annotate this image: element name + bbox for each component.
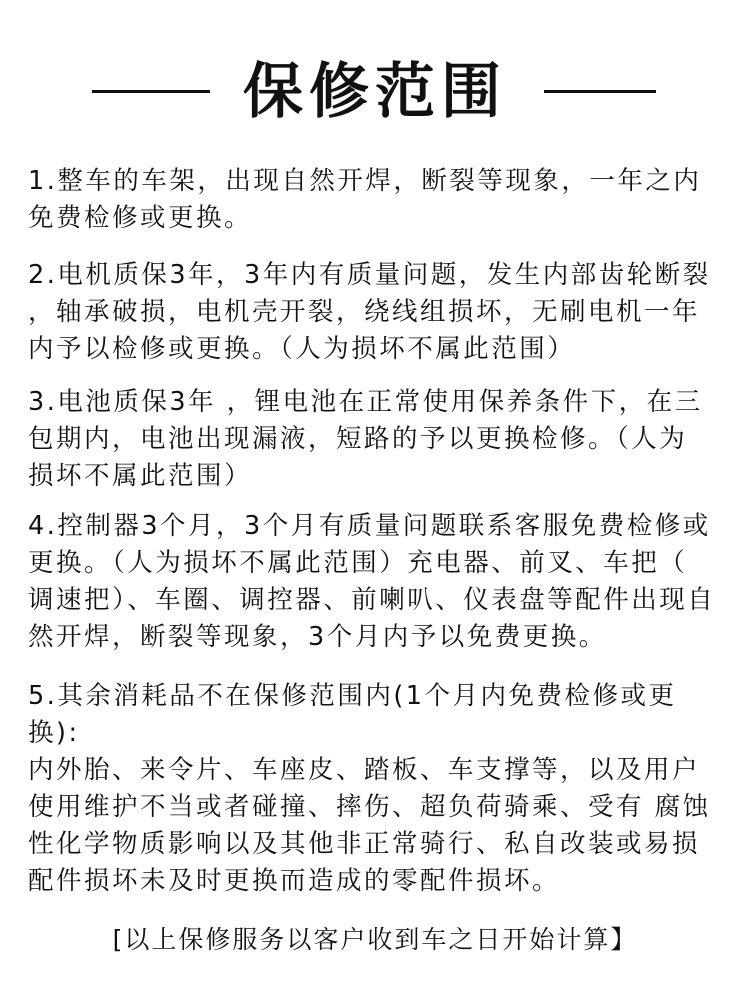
page-title: 保修范围 [243, 57, 507, 127]
warranty-item-motor: 2.电机质保3年，3年内有质量问题，发生内部齿轮断裂 ，轴承破损，电机壳开裂，绕线组损坏，无刷电机一年 内予以检修或更换。（人为损坏不属此范围） [28, 260, 711, 364]
warranty-item-controller: 4.控制器3个月，3个月有质量问题联系客服免费检修或 更换。（人为损坏不属此范围）充电器、前叉、车把（ 调速把）、车圈、调控器、前喇叭、仪表盘等配件出现自 然开焊，断裂等现象，3个月内予以免费更换。 [28, 511, 716, 652]
warranty-item-consumables: 5.其余消耗品不在保修范围内(1个月内免费检修或更换): 内外胎、来令片、车座皮、踏板、车支撑等，以及用户 使用维护不当或者碰撞、摔伤、超负荷骑乘、受有 腐蚀 性化学物质影响以及其他非正常骑行、私自改装或易损 配件损坏未及时更换而造成的零配件损坏。 [28, 681, 711, 896]
title-rule-right [544, 90, 656, 93]
footer-note: [以上保修服务以客户收到车之日开始计算】 [112, 925, 638, 954]
warranty-item-frame: 1.整车的车架，出现自然开焊，断裂等现象，一年之内 免费检修或更换。 [28, 166, 702, 233]
warranty-item-battery: 3.电池质保3年 ，锂电池在正常使用保养条件下，在三 包期内，电池出现漏液，短路的予以更换检修。（人为 损坏不属此范围） [28, 387, 703, 491]
header [0, 52, 750, 132]
